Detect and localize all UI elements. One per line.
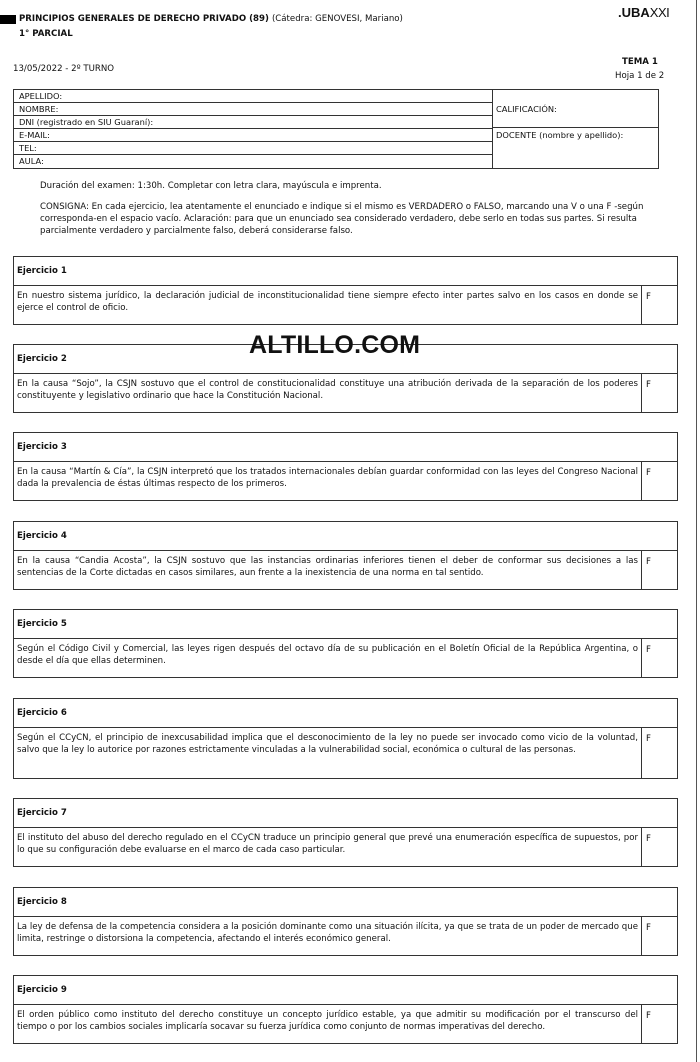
docente-field: DOCENTE (nombre y apellido):: [496, 130, 624, 140]
exercise-9: [13, 975, 678, 1044]
instructions-text: CONSIGNA: En cada ejercicio, lea atentamente el enunciado e indique si el mismo es VERDADERO o FALSO, marcando una V o una F -según corresponda-en el espacio vacío. Aclaración: para que un enunciado sea considerado verdadero, debe serlo en todas sus partes. Si resulta parcialmente verdadero y parcialmente falso, deberá considerarse falso.: [40, 202, 644, 236]
exercise-1: [13, 256, 678, 325]
duration-text: Duración del examen: 1:30h. Completar con letra clara, mayúscula e imprenta.: [40, 181, 382, 191]
page-count: Hoja 1 de 2: [615, 71, 665, 81]
answer-box[interactable]: F: [646, 557, 651, 567]
field-tel[interactable]: TEL:: [14, 142, 492, 155]
exercise-statement: En la causa “Martín & Cía”, la CSJN interpretó que los tratados internacionales debían guardar conformidad con las leyes del Congreso Nacional dada la prevalencia de éstas últimas respecto de los primeros.: [14, 462, 642, 500]
exercise-3: [13, 432, 678, 501]
field-email[interactable]: E-MAIL:: [14, 129, 492, 142]
field-aula[interactable]: AULA:: [19, 156, 44, 166]
exercise-title: Ejercicio 5: [14, 610, 677, 639]
exercise-statement: La ley de defensa de la competencia considera a la posición dominante como una situación ilícita, ya que se trata de un poder de mercado que limita, restringe o distorsiona la competencia, afectando el interés económico general.: [14, 917, 642, 955]
answer-box[interactable]: F: [646, 645, 651, 655]
page-edge: [696, 0, 697, 1062]
exercise-statement: En la causa “Sojo”, la CSJN sostuvo que el control de constitucionalidad constituye una atribución derivada de la separación de los poderes constituyente y legislativo ordinario que hace la Constitución Nacional.: [14, 374, 642, 412]
exercise-7: [13, 798, 678, 867]
exercise-statement: El orden público como instituto del derecho constituye un concepto jurídico estable, ya que admitir su modificación por el transcurso del tiempo o por los cambios sociales implicaría socavar su fuerza jurídica como conjunto de normas imperativas del derecho.: [14, 1005, 642, 1043]
exercise-8: [13, 887, 678, 956]
watermark: ALTILLO.COM: [249, 331, 421, 359]
uba-logo: .UBAXXI: [618, 5, 670, 20]
answer-box[interactable]: F: [646, 468, 651, 478]
field-dni[interactable]: DNI (registrado en SIU Guaraní):: [14, 116, 492, 129]
exercise-6: [13, 698, 678, 779]
answer-box[interactable]: F: [646, 834, 651, 844]
answer-box[interactable]: F: [646, 292, 651, 302]
answer-box[interactable]: F: [646, 923, 651, 933]
exercise-title: Ejercicio 9: [14, 976, 677, 1005]
parcial-label: 1° PARCIAL: [19, 29, 73, 39]
exercise-4: [13, 521, 678, 590]
exam-date: 13/05/2022 - 2º TURNO: [13, 64, 115, 74]
exercise-5: [13, 609, 678, 678]
field-apellido[interactable]: APELLIDO:: [14, 90, 492, 103]
field-nombre[interactable]: NOMBRE:: [14, 103, 492, 116]
black-marker: [0, 15, 16, 24]
exercise-title: Ejercicio 2: [14, 345, 677, 374]
answer-box[interactable]: F: [646, 734, 651, 744]
exercise-title: Ejercicio 8: [14, 888, 677, 917]
exercise-title: Ejercicio 4: [14, 522, 677, 551]
student-id-box: [13, 89, 659, 169]
course-title: PRINCIPIOS GENERALES DE DERECHO PRIVADO (89) (Cátedra: GENOVESI, Mariano): [19, 14, 403, 24]
calificacion-field: CALIFICACIÓN:: [492, 90, 658, 128]
exercise-title: Ejercicio 1: [14, 257, 677, 286]
exercise-title: Ejercicio 7: [14, 799, 677, 828]
answer-box[interactable]: F: [646, 380, 651, 390]
exercise-statement: En nuestro sistema jurídico, la declaración judicial de inconstitucionalidad tiene siempre efecto inter partes salvo en los casos en donde se ejerce el control de oficio.: [14, 286, 642, 324]
catedra: (Cátedra: GENOVESI, Mariano): [271, 14, 403, 24]
exercise-statement: Según el Código Civil y Comercial, las leyes rigen después del octavo día de su publicación en el Boletín Oficial de la República Argentina, o desde el día que ellas determinen.: [14, 639, 642, 677]
exercise-statement: Según el CCyCN, el principio de inexcusabilidad implica que el desconocimiento de la ley no puede ser invocado como vicio de la voluntad, salvo que la ley lo autorice por razones estrictamente vinculadas a la vulnerabilidad social, económica o cultural de las personas.: [14, 728, 642, 778]
answer-box[interactable]: F: [646, 1011, 651, 1021]
exercise-title: Ejercicio 6: [14, 699, 677, 728]
exercise-title: Ejercicio 3: [14, 433, 677, 462]
exercise-statement: En la causa “Candia Acosta”, la CSJN sostuvo que las instancias ordinarias inferiores tienen el deber de conformar sus decisiones a las sentencias de la Corte dictadas en casos similares, aun frente a la inexistencia de una norma en tal sentido.: [14, 551, 642, 589]
exercise-statement: El instituto del abuso del derecho regulado en el CCyCN traduce un principio general que prevé una enumeración específica de supuestos, por lo que su configuración debe evaluarse en el marco de cada caso particular.: [14, 828, 642, 866]
tema-label: TEMA 1: [622, 57, 658, 67]
